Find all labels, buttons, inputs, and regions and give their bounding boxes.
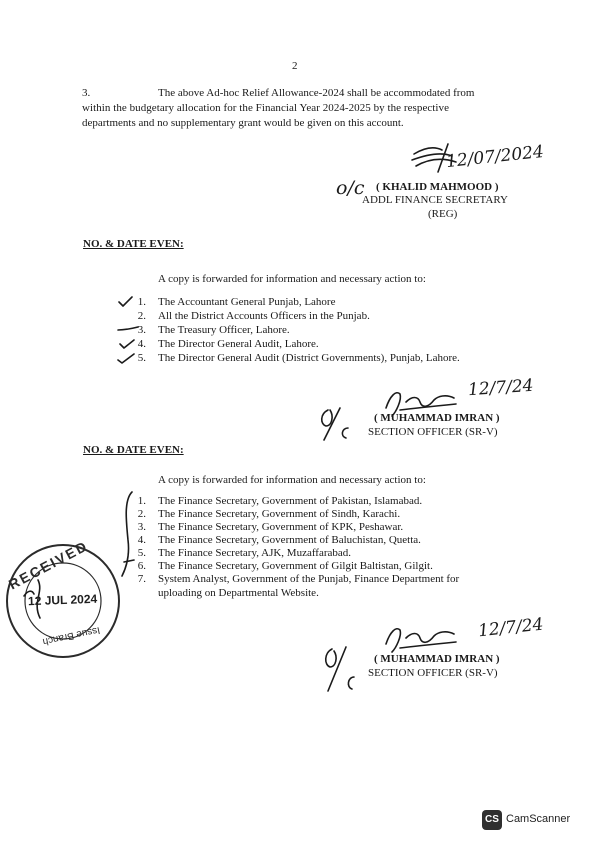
signatory1-name: ( KHALID MAHMOOD )	[376, 181, 499, 193]
signatory1-designation: ADDL FINANCE SECRETARY	[362, 194, 508, 206]
section1-list: 1. The Accountant General Punjab, Lahore 2. All the District Accounts Officers in the Punjab. 3. The Treasury Officer, Lahore. 4. The Director General Audit, Lahore. 5. The Director General Audit (District Governments), Punjab, Lahore.	[137, 296, 460, 364]
page-number: 2	[292, 60, 298, 72]
signatory3-name: ( MUHAMMAD IMRAN )	[374, 653, 500, 665]
section1-intro: A copy is forwarded for information and necessary action to:	[158, 273, 426, 285]
camscanner-label: CamScanner	[506, 813, 571, 825]
oc-mark-3-icon	[318, 645, 358, 695]
signature3-handwritten-date: 12/7/24	[477, 614, 545, 642]
section2-list: 1. The Finance Secretary, Government of Pakistan, Islamabad. 2. The Finance Secretary, Government of Sindh, Karachi. 3. The Finance Secretary, Government of KPK, Peshawar. 4. The Finance Secretary, Government of Baluchistan, Quetta. 5. The Finance Secretary, AJK, Muzaffarabad. 6. The Finance Secretary, Government of Gilgit Baltistan, Gilgit. 7. System Analyst, Government of the Punjab, Finance Department for uploading on Departmental Website.	[137, 495, 460, 599]
paragraph-line-1: The above Ad-hoc Relief Allowance-2024 shall be accommodated from	[158, 87, 475, 99]
signature-scribble-3	[356, 618, 476, 658]
tick-marks-section1	[116, 296, 142, 368]
section2-intro: A copy is forwarded for information and necessary action to:	[158, 474, 426, 486]
stamp-bottom-text: Issue Branch	[41, 624, 101, 647]
stamp-top-text: RECEIVED	[5, 537, 91, 593]
paragraph-line-2: within the budgetary allocation for the Financial Year 2024-2025 by the respective	[82, 102, 450, 114]
signatory2-designation: SECTION OFFICER (SR-V)	[368, 426, 498, 438]
signatory2-name: ( MUHAMMAD IMRAN )	[374, 412, 500, 424]
oc-mark-2-icon	[314, 406, 354, 442]
signatory3-designation: SECTION OFFICER (SR-V)	[368, 667, 498, 679]
stamp-date: 12 JUL 2024	[27, 591, 98, 609]
signatory1-unit: (REG)	[428, 208, 458, 220]
section2-heading: NO. & DATE EVEN:	[83, 444, 184, 456]
paragraph-number: 3.	[82, 87, 91, 99]
camscanner-logo-icon: CS	[482, 810, 502, 830]
section1-heading: NO. & DATE EVEN:	[83, 238, 184, 250]
signature1-handwritten-date: 12/07/2024	[445, 141, 545, 173]
oc-mark-1: o/c	[336, 177, 365, 199]
paragraph-line-3: departments and no supplementary grant would be given on this account.	[82, 117, 404, 129]
signature2-handwritten-date: 12/7/24	[467, 375, 535, 401]
